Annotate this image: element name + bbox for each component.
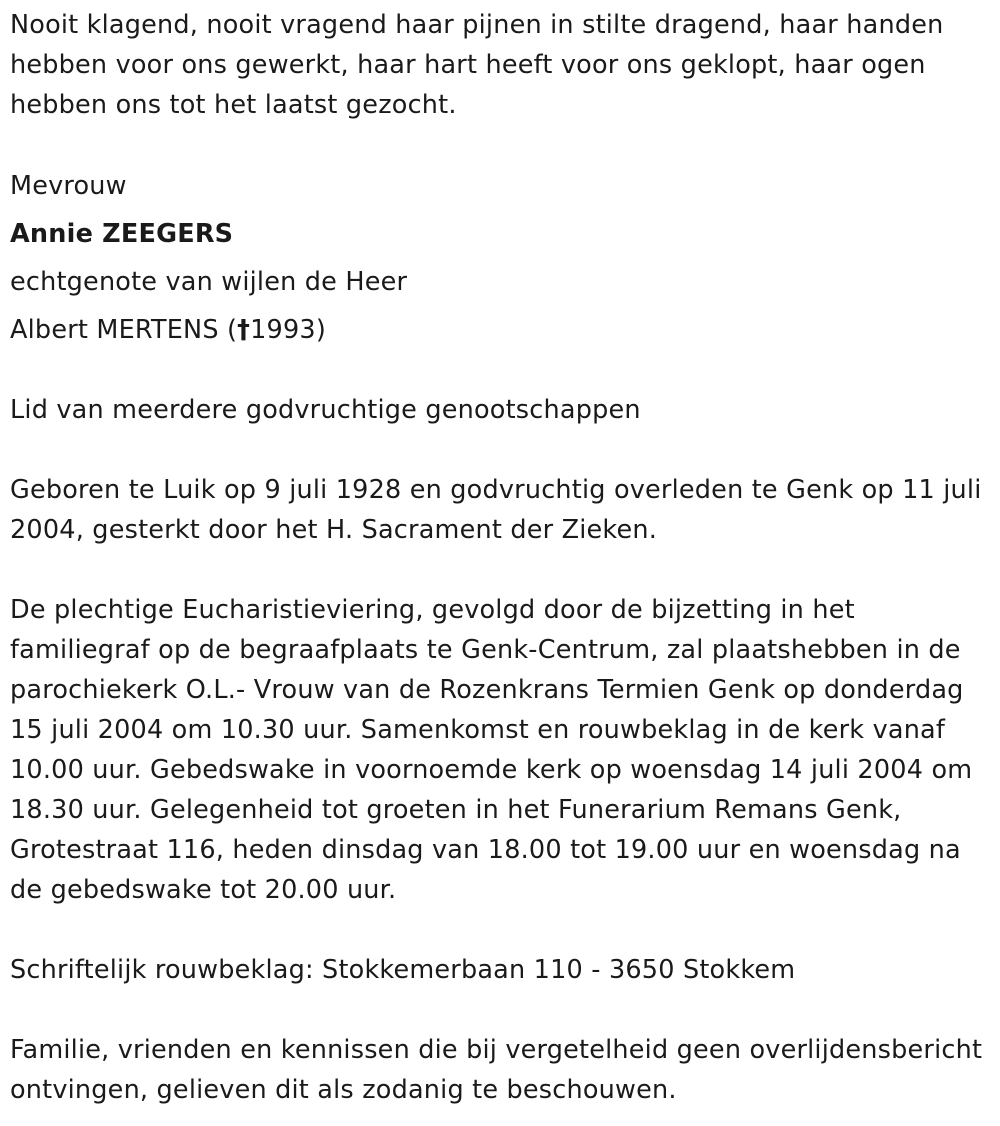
relation-line: echtgenote van wijlen de Heer: [10, 267, 408, 297]
cross-icon: †: [237, 315, 251, 345]
spouse-line: [10, 306, 326, 354]
title-line: Mevrouw: [10, 171, 127, 201]
deceased-name: Annie ZEEGERS: [10, 219, 234, 249]
closing-note-paragraph: Familie, vrienden en kennissen die bij vergetelheid geen overlijdensbericht ontvingen, gelieven dit als zodanig te beschouwen.: [10, 1035, 983, 1105]
ceremony-paragraph: De plechtige Eucharistieviering, gevolgd door de bijzetting in het familiegraf op de begraafplaats te Genk-Centrum, zal plaatshebben in de parochiekerk O.L.- Vrouw van de Rozenkrans Termien Genk op donderdag 15 juli 2004 om 10.30 uur. Samenkomst en rouwbeklag in de kerk vanaf 10.00 uur. Gebedswake in voornoemde kerk op woensdag 14 juli 2004 om 18.30 uur. Gelegenheid tot groeten in het Funerarium Remans Genk, Grotestraat 116, heden dinsdag van 18.00 tot 19.00 uur en woensdag na de gebedswake tot 20.00 uur.: [10, 595, 973, 905]
spouse-year: 1993): [250, 315, 326, 345]
membership-line: Lid van meerdere godvruchtige genootschappen: [10, 395, 641, 425]
birth-death-paragraph: Geboren te Luik op 9 juli 1928 en godvruchtig overleden te Genk op 11 juli 2004, gesterkt door het H. Sacrament der Zieken.: [10, 475, 982, 545]
spouse-name: Albert MERTENS (: [10, 315, 238, 345]
poem-paragraph: Nooit klagend, nooit vragend haar pijnen in stilte dragend, haar handen hebben voor ons gewerkt, haar hart heeft voor ons geklopt, haar ogen hebben ons tot het laatst gezocht.: [10, 10, 944, 120]
condolence-address: Schriftelijk rouwbeklag: Stokkemerbaan 110 - 3650 Stokkem: [10, 955, 796, 985]
